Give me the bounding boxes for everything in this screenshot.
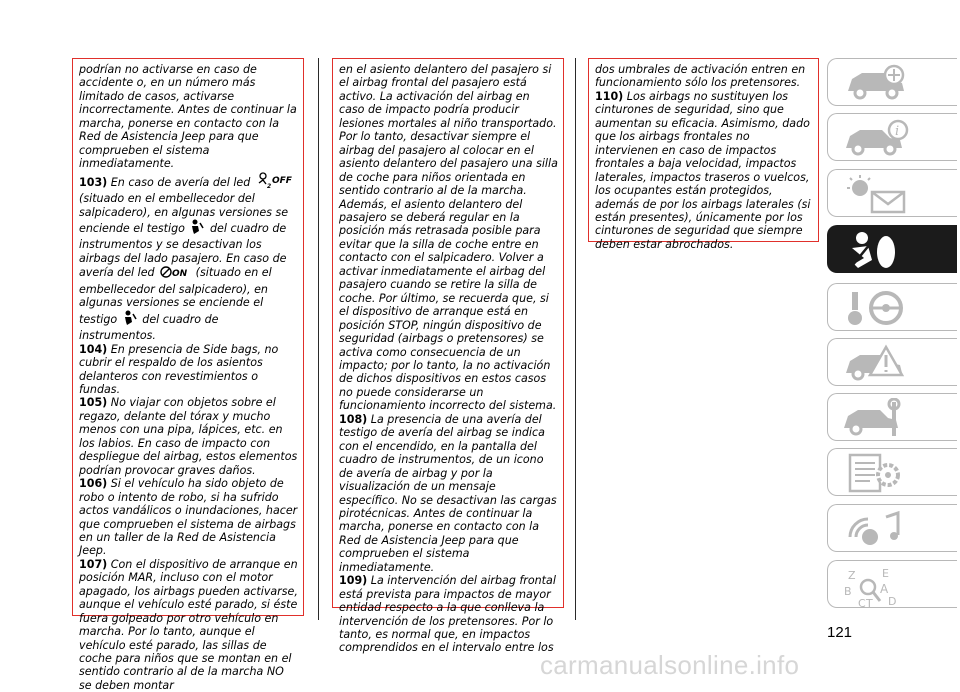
tab-technical-data[interactable] — [827, 448, 957, 496]
text-column-3 — [588, 58, 819, 251]
column-divider — [318, 58, 319, 620]
note-109 — [339, 574, 558, 655]
paragraph: dos umbrales de activación entren en funcionamiento sólo los pretensores. — [595, 63, 806, 90]
multimedia-icon — [842, 509, 912, 549]
svg-text:C: C — [858, 597, 866, 609]
car-overview-icon — [842, 63, 912, 103]
airbag-on-led-icon — [160, 265, 190, 282]
note-number: 110) — [595, 89, 624, 103]
note-107 — [79, 558, 298, 692]
svg-text:ON: ON — [172, 269, 188, 280]
svg-text:2: 2 — [266, 182, 272, 189]
note-text: del cuadro de instrumentos. — [79, 312, 219, 343]
note-number: 104) — [79, 342, 108, 356]
airbag-off-led-icon — [256, 171, 296, 192]
tab-index[interactable] — [827, 560, 957, 608]
paragraph: en el asiento delantero del pasajero si el airbag frontal del pasajero está activo. La activación del airbag en caso de impacto podría producir lesiones mortales al niño transportado. Por lo tanto, desactivar siempre el airbag del pasajero al colocar en el asiento delantero del pasajero una silla de coche para niños orientada en sentido contrario al de la marcha. Además, el asiento delantero del pasajero se deberá regular en la posición más retrasada posible para evitar que la silla de coche entre en contacto con el salpicadero. Volver a activar inmediatamente el airbag del pasajero cuando se retire la silla de coche. Por último, se recuerda que, si el dispositivo de arranque está en posición STOP, ningún dispositivo de seguridad (airbags o pretensores) se activa como consecuencia de un impacto; por lo tanto, la no activación de dichos dispositivos en estos casos no puede considerarse un funcionamiento incorrecto del sistema. — [339, 63, 558, 413]
note-110 — [595, 90, 813, 251]
page-number: 121 — [827, 624, 853, 641]
note-text: del cuadro de instrumentos y se desactivan los airbags del lado pasajero. En caso de avería del led — [79, 221, 287, 280]
technical-data-icon — [842, 453, 912, 493]
index-icon — [842, 565, 912, 609]
passenger-airbag-warning-icon — [190, 219, 204, 238]
warning-lights-icon — [842, 174, 912, 214]
note-number: 108) — [339, 412, 368, 426]
column-divider — [575, 58, 576, 620]
svg-text:D: D — [888, 595, 897, 608]
note-106 — [79, 477, 298, 558]
maintenance-icon — [842, 398, 912, 438]
note-text: La presencia de una avería del testigo de avería del airbag se indica con el encendido, en la pantalla del cuadro de instrumentos, de un icono de avería de airbag y por la visualización de un mensaje específico. No se desactivan las cargas pirotécnicas. Antes de continuar la marcha, ponerse en contacto con la Red de Asistencia Jeep para que comprueben el sistema inmediatamente. — [339, 412, 557, 574]
note-105 — [79, 396, 298, 477]
tab-starting-driving[interactable] — [827, 283, 957, 331]
svg-text:i: i — [895, 124, 900, 139]
note-104 — [79, 343, 298, 397]
note-text: En caso de avería del led — [110, 175, 251, 189]
svg-text:T: T — [866, 597, 873, 609]
starting-driving-icon — [842, 288, 912, 328]
svg-text:Z: Z — [848, 569, 856, 582]
tab-car-overview[interactable] — [827, 58, 957, 106]
text-column-1 — [72, 58, 304, 692]
note-103 — [79, 171, 298, 343]
note-text: No viajar con objetos sobre el regazo, delante del tórax y mucho menos con una pipa, lápices, etc. en los labios. En caso de impacto con despliegue del airbag, estos elementos podrían provocar graves daños. — [79, 396, 298, 477]
tab-car-info[interactable] — [827, 113, 957, 161]
tab-maintenance[interactable] — [827, 393, 957, 441]
note-number: 109) — [339, 574, 368, 588]
text-column-2 — [332, 58, 564, 655]
svg-text:B: B — [844, 585, 852, 598]
tab-emergency[interactable] — [827, 338, 957, 386]
note-108 — [339, 413, 558, 574]
svg-text:A: A — [880, 582, 889, 596]
tab-airbag-safety[interactable] — [827, 225, 957, 273]
car-info-icon — [842, 118, 912, 158]
note-text: La intervención del airbag frontal está prevista para impactos de mayor entidad respecto a la que conlleva la intervención de los pretensores. Por lo tanto, es normal que, en impactos comprendidos en el intervalo entre los — [339, 574, 556, 655]
emergency-icon — [842, 343, 912, 383]
tab-multimedia[interactable] — [827, 504, 957, 552]
note-text: (situado en el embellecedor del salpicadero), en algunas versiones se enciende el testigo — [79, 192, 289, 235]
note-number: 103) — [79, 175, 108, 189]
note-number: 106) — [79, 477, 108, 491]
note-number: 105) — [79, 396, 108, 410]
note-number: 107) — [79, 557, 108, 571]
watermark: carmanualsonline.info — [540, 650, 800, 680]
note-text: Los airbags no sustituyen los cinturones de seguridad, sino que aumentan su eficacia. Asimismo, dado que los airbags frontales no intervienen en caso de impactos frontales a baja velocidad, impactos laterales, impactos traseros o vuelcos, los ocupantes están protegidos, además de por los airbags laterales (si están presentes), únicamente por los cinturones de seguridad que siempre deben estar abrochados. — [595, 89, 811, 251]
passenger-airbag-warning-icon — [123, 310, 137, 329]
svg-text:OFF: OFF — [271, 175, 292, 186]
note-text: (situado en el embellecedor del salpicadero), en algunas versiones se enciende el testigo — [79, 266, 272, 326]
tab-warning-lights[interactable] — [827, 169, 957, 217]
airbag-safety-icon — [842, 230, 912, 270]
note-text: Con el dispositivo de arranque en posición MAR, incluso con el motor apagado, los airbags pueden activarse, aunque el vehículo esté parado, si éste fuera golpeado por otro vehículo en marcha. Por lo tanto, aunque el vehículo esté parado, las sillas de coche para niños que se montan en el sentido contrario al de la marcha NO se deben montar — [79, 557, 298, 692]
note-text: En presencia de Side bags, no cubrir el respaldo de los asientos delanteros con revestimientos o fundas. — [79, 342, 279, 396]
paragraph: podrían no activarse en caso de accidente o, en un número más limitado de casos, activarse incorrectamente. Antes de continuar la marcha, ponerse en contacto con la Red de Asistencia Jeep para que comprueben el sistema inmediatamente. — [79, 63, 297, 171]
note-text: Si el vehículo ha sido objeto de robo o intento de robo, si ha sufrido actos vandálicos o inundaciones, hacer que comprueben el sistema de airbags en un taller de la Red de Asistencia Jeep. — [79, 477, 298, 558]
svg-text:E: E — [882, 567, 889, 580]
